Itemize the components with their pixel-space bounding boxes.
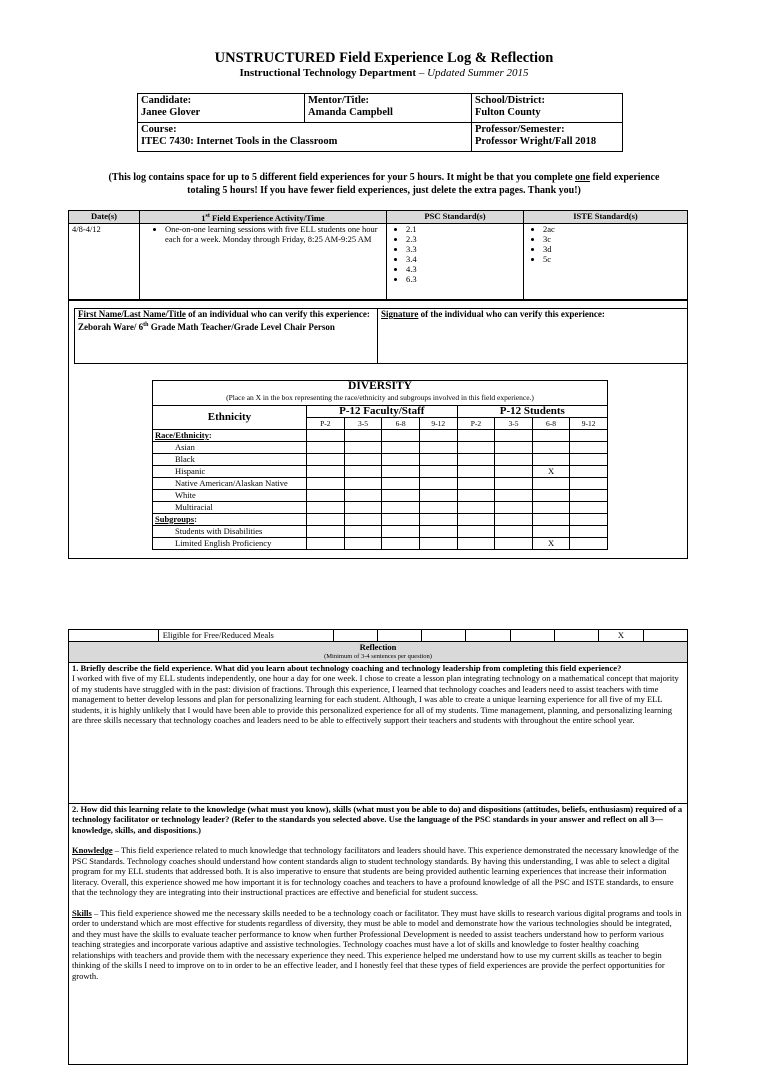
diversity-mark-cell bbox=[570, 502, 608, 514]
iste-standard-item: • 3c bbox=[543, 234, 684, 244]
page-subtitle bbox=[0, 67, 768, 79]
iste-standard-item: • 5c bbox=[543, 254, 684, 264]
grade-header: 6-8 bbox=[382, 418, 420, 430]
psc-standard-item: • 3.4 bbox=[406, 254, 520, 264]
psc-standard-item: • 2.3 bbox=[406, 234, 520, 244]
professor-cell bbox=[472, 123, 623, 152]
log-psc bbox=[387, 224, 524, 301]
diversity-mark-cell: X bbox=[532, 466, 570, 478]
psc-standard-item: • 3.3 bbox=[406, 244, 520, 254]
col-psc: PSC Standard(s) bbox=[387, 211, 524, 224]
mentor-value: Amanda Campbell bbox=[308, 107, 393, 118]
diversity-row-label: Students with Disabilities bbox=[153, 526, 307, 538]
psc-list bbox=[390, 224, 520, 284]
freelunch-mark-cell bbox=[333, 630, 377, 642]
log-date: 4/8-4/12 bbox=[69, 224, 140, 301]
verifier-name: Zeborah Ware/ 6th Grade Math Teacher/Grade Level Chair Person bbox=[78, 322, 335, 332]
diversity-row bbox=[153, 490, 608, 502]
verifier-cell: First Name/Last Name/Title of an individual who can verify this experience: Zeborah Ware/ 6th Grade Math Teacher/Grade Level Chair Person bbox=[75, 309, 378, 364]
diversity-mark-cell bbox=[570, 490, 608, 502]
department: Instructional Technology Department bbox=[239, 67, 417, 79]
race-label: Race/Ethnicity: bbox=[153, 430, 307, 442]
diversity-mark-cell bbox=[344, 478, 382, 490]
course-label: Course: bbox=[141, 124, 177, 135]
diversity-mark-cell bbox=[457, 502, 495, 514]
diversity-mark-cell bbox=[382, 526, 420, 538]
diversity-mark-cell bbox=[382, 538, 420, 550]
diversity-mark-cell bbox=[306, 490, 344, 502]
diversity-mark-cell bbox=[570, 526, 608, 538]
diversity-mark-cell bbox=[306, 538, 344, 550]
freelunch-mark-cell bbox=[555, 630, 599, 642]
diversity-mark-cell bbox=[495, 490, 533, 502]
freelunch-label: Eligible for Free/Reduced Meals bbox=[158, 630, 333, 642]
diversity-row bbox=[153, 478, 608, 490]
diversity-mark-cell bbox=[419, 466, 457, 478]
professor-label: Professor/Semester: bbox=[475, 124, 565, 135]
field-experience-log-table bbox=[68, 210, 688, 301]
freelunch-mark-cell bbox=[422, 630, 466, 642]
diversity-mark-cell bbox=[532, 526, 570, 538]
knowledge-paragraph: Knowledge – This field experience related to much knowledge that technology facilitators and leaders should have. This experience demonstrated the necessary knowledge of the PSC Standards. Technology coaches should understand how content standards align to student technology standards. By having this understanding, I was able to select a digital program for my ELL students that addressed both. It is also imperative to ensure that students are being provided authentic learning experiences that increase their information literacy. Overall, this experience showed me how important it is for technology coaches and teachers to have a profound knowledge of all the PSC and ISTE standards, to ensure that the technology they are integrating into their instructional practices are effective and beneficial for student success. bbox=[72, 845, 679, 897]
signature-cell: Signature of the individual who can verify this experience: bbox=[378, 309, 688, 364]
diversity-mark-cell bbox=[419, 490, 457, 502]
note-one: one bbox=[575, 172, 591, 183]
free-reduced-meals-row bbox=[69, 630, 688, 642]
col-dates: Date(s) bbox=[69, 211, 140, 224]
diversity-mark-cell bbox=[532, 502, 570, 514]
diversity-mark-cell bbox=[495, 478, 533, 490]
diversity-row-label: Multiracial bbox=[153, 502, 307, 514]
diversity-row-label: Black bbox=[153, 454, 307, 466]
diversity-mark-cell bbox=[457, 442, 495, 454]
school-value: Fulton County bbox=[475, 107, 541, 118]
diversity-mark-cell bbox=[306, 454, 344, 466]
diversity-row bbox=[153, 454, 608, 466]
verification-table bbox=[74, 308, 688, 364]
diversity-mark-cell bbox=[570, 454, 608, 466]
diversity-mark-cell bbox=[344, 454, 382, 466]
grade-header: 3-5 bbox=[344, 418, 382, 430]
diversity-mark-cell bbox=[570, 466, 608, 478]
diversity-mark-cell bbox=[495, 454, 533, 466]
diversity-mark-cell bbox=[344, 538, 382, 550]
iste-standard-item: • 2ac bbox=[543, 224, 684, 234]
diversity-mark-cell bbox=[495, 538, 533, 550]
diversity-mark-cell bbox=[419, 454, 457, 466]
diversity-mark-cell bbox=[306, 526, 344, 538]
diversity-mark-cell bbox=[382, 478, 420, 490]
diversity-mark-cell bbox=[532, 442, 570, 454]
grade-header: 9-12 bbox=[570, 418, 608, 430]
activity-item: • One-on-one learning sessions with five ELL students one hour each for a week. Monday through Friday, 8:25 AM-9:25 AM bbox=[165, 224, 383, 244]
diversity-mark-cell bbox=[344, 490, 382, 502]
grade-header: P-2 bbox=[306, 418, 344, 430]
freelunch-mark-cell bbox=[510, 630, 554, 642]
diversity-mark-cell bbox=[344, 502, 382, 514]
mentor-label: Mentor/Title: bbox=[308, 95, 370, 106]
skills-paragraph: Skills – This field experience showed me the necessary skills needed to be a technology coach or facilitator. They must have skills to research various digital programs and tools in order to understand which are most effective for students regardless of diversity, they must be able to model and demonstrate how the various technologies should be integrated, and they must have the skills to evaluate teacher performance to know when further Professional Development is needed to assist teachers understand how to perform various teaching strategies and incorporate various adaptive and assistive technologies. Technology coaches must have a lot of skills and knowledge to foster healthy coaching relationships with teachers and provide them with the necessary experience they need. This experience helped me understand how to use my current skills as teacher to begin thinking of the skills I need to improve on to in order to be an effective leader, and I honestly feel that these types of field experiences are provide the perfect opportunities for growth. bbox=[72, 907, 682, 981]
diversity-mark-cell bbox=[306, 442, 344, 454]
diversity-mark-cell bbox=[344, 442, 382, 454]
instructions-note: (This log contains space for up to 5 different field experiences for your 5 hours. It might be that you complete one field experience totaling 5 hours! If you have fewer field experiences, just delete the extra pages. Thank you!) bbox=[108, 172, 660, 196]
diversity-mark-cell bbox=[419, 538, 457, 550]
diversity-mark-cell bbox=[495, 526, 533, 538]
diversity-mark-cell bbox=[382, 442, 420, 454]
diversity-mark-cell bbox=[344, 466, 382, 478]
freelunch-mark-cell bbox=[643, 630, 687, 642]
freelunch-mark-cell: X bbox=[599, 630, 643, 642]
course-value: ITEC 7430: Internet Tools in the Classroom bbox=[141, 136, 338, 147]
diversity-mark-cell bbox=[457, 538, 495, 550]
professor-value: Professor Wright/Fall 2018 bbox=[475, 136, 597, 147]
diversity-mark-cell bbox=[344, 526, 382, 538]
diversity-mark-cell bbox=[306, 478, 344, 490]
reflection-subtitle: (Minimum of 3-4 sentences per question) bbox=[324, 652, 432, 660]
diversity-row bbox=[153, 466, 608, 478]
mentor-cell bbox=[305, 94, 472, 123]
school-cell bbox=[472, 94, 623, 123]
candidate-info-table bbox=[137, 93, 623, 152]
reflection-q2-cell bbox=[69, 803, 688, 1064]
diversity-row bbox=[153, 538, 608, 550]
reflection-header bbox=[69, 641, 688, 662]
log-iste bbox=[524, 224, 688, 301]
diversity-row-label: Asian bbox=[153, 442, 307, 454]
diversity-row bbox=[153, 442, 608, 454]
diversity-row-label: Native American/Alaskan Native bbox=[153, 478, 307, 490]
diversity-row-label: Limited English Proficiency bbox=[153, 538, 307, 550]
diversity-mark-cell bbox=[457, 526, 495, 538]
diversity-mark-cell: X bbox=[532, 538, 570, 550]
subtitle-dash: – bbox=[416, 67, 428, 79]
diversity-mark-cell bbox=[419, 442, 457, 454]
diversity-mark-cell bbox=[457, 478, 495, 490]
course-cell bbox=[138, 123, 472, 152]
diversity-mark-cell bbox=[457, 490, 495, 502]
diversity-row-label: White bbox=[153, 490, 307, 502]
psc-standard-item: • 2.1 bbox=[406, 224, 520, 234]
grade-header: 3-5 bbox=[495, 418, 533, 430]
diversity-mark-cell bbox=[457, 466, 495, 478]
candidate-value: Janee Glover bbox=[141, 107, 201, 118]
candidate-cell bbox=[138, 94, 305, 123]
question-1: 1. Briefly describe the field experience. What did you learn about technology coaching and technology leadership from completing this field experience? bbox=[72, 662, 622, 673]
freelunch-mark-cell bbox=[377, 630, 421, 642]
diversity-mark-cell bbox=[532, 478, 570, 490]
diversity-mark-cell bbox=[457, 454, 495, 466]
diversity-mark-cell bbox=[419, 502, 457, 514]
reflection-title: Reflection bbox=[359, 641, 397, 652]
ethnicity-header: Ethnicity bbox=[153, 406, 307, 430]
diversity-mark-cell bbox=[570, 538, 608, 550]
diversity-instruction: (Place an X in the box representing the race/ethnicity and subgroups involved in this field experience.) bbox=[226, 393, 534, 402]
reflection-q1-cell bbox=[69, 662, 688, 803]
diversity-mark-cell bbox=[570, 442, 608, 454]
diversity-mark-cell bbox=[382, 454, 420, 466]
students-header: P-12 Students bbox=[457, 406, 607, 418]
diversity-mark-cell bbox=[495, 442, 533, 454]
iste-list bbox=[527, 224, 684, 264]
psc-standard-item: • 6.3 bbox=[406, 274, 520, 284]
diversity-mark-cell bbox=[419, 478, 457, 490]
log-activity bbox=[140, 224, 387, 301]
answer-1: I worked with five of my ELL students independently, one hour a day for one week. I chose to create a lesson plan integrating technology on a mathematical concept that majority of my students have struggled with in the past: division of fractions. Through this experience, I learned that technology coaches and leaders need to assist teachers with time management to better develop lessons and plan for personalizing learning for each student. Although, I was able to create a unique learning experience for all five of my ELL students, it is highly unlikely that I would have been able to provide this personalized experience for all of my students. Time management, planning, and personalizing learning are three skills necessary that technology coaches and leaders need to be able to effectively support their teachers and students with throughout the entire school year. bbox=[72, 673, 679, 725]
diversity-mark-cell bbox=[306, 466, 344, 478]
col-activity: 1st Field Experience Activity/Time bbox=[140, 211, 387, 224]
diversity-mark-cell bbox=[532, 490, 570, 502]
reflection-table bbox=[68, 629, 688, 1065]
diversity-mark-cell bbox=[532, 454, 570, 466]
diversity-mark-cell bbox=[419, 526, 457, 538]
diversity-table bbox=[152, 380, 608, 550]
grade-header: P-2 bbox=[457, 418, 495, 430]
grade-header: 6-8 bbox=[532, 418, 570, 430]
subgroups-label: Subgroups: bbox=[153, 514, 307, 526]
updated-date: Updated Summer 2015 bbox=[427, 67, 529, 79]
diversity-mark-cell bbox=[306, 502, 344, 514]
diversity-row bbox=[153, 526, 608, 538]
candidate-label: Candidate: bbox=[141, 95, 192, 106]
question-2: 2. How did this learning relate to the knowledge (what must you know), skills (what must you be able to do) and dispositions (attitudes, beliefs, enthusiasm) required of a technology facilitator or technology leader? (Refer to the standards you selected above. Use the language of the PSC standards in your answer and reflect on all 3—knowledge, skills, and dispositions.) bbox=[72, 803, 683, 835]
diversity-mark-cell bbox=[382, 466, 420, 478]
grade-header: 9-12 bbox=[419, 418, 457, 430]
diversity-mark-cell bbox=[570, 478, 608, 490]
faculty-header: P-12 Faculty/Staff bbox=[306, 406, 457, 418]
diversity-row-label: Hispanic bbox=[153, 466, 307, 478]
school-label: School/District: bbox=[475, 95, 545, 106]
diversity-mark-cell bbox=[382, 502, 420, 514]
diversity-title: DIVERSITY bbox=[348, 380, 412, 392]
col-iste: ISTE Standard(s) bbox=[524, 211, 688, 224]
diversity-mark-cell bbox=[382, 490, 420, 502]
diversity-mark-cell bbox=[495, 502, 533, 514]
freelunch-mark-cell bbox=[466, 630, 510, 642]
diversity-mark-cell bbox=[495, 466, 533, 478]
diversity-row bbox=[153, 502, 608, 514]
iste-standard-item: • 3d bbox=[543, 244, 684, 254]
diversity-header bbox=[153, 381, 608, 406]
psc-standard-item: • 4.3 bbox=[406, 264, 520, 274]
page-title: UNSTRUCTURED Field Experience Log & Reflection bbox=[214, 50, 554, 66]
